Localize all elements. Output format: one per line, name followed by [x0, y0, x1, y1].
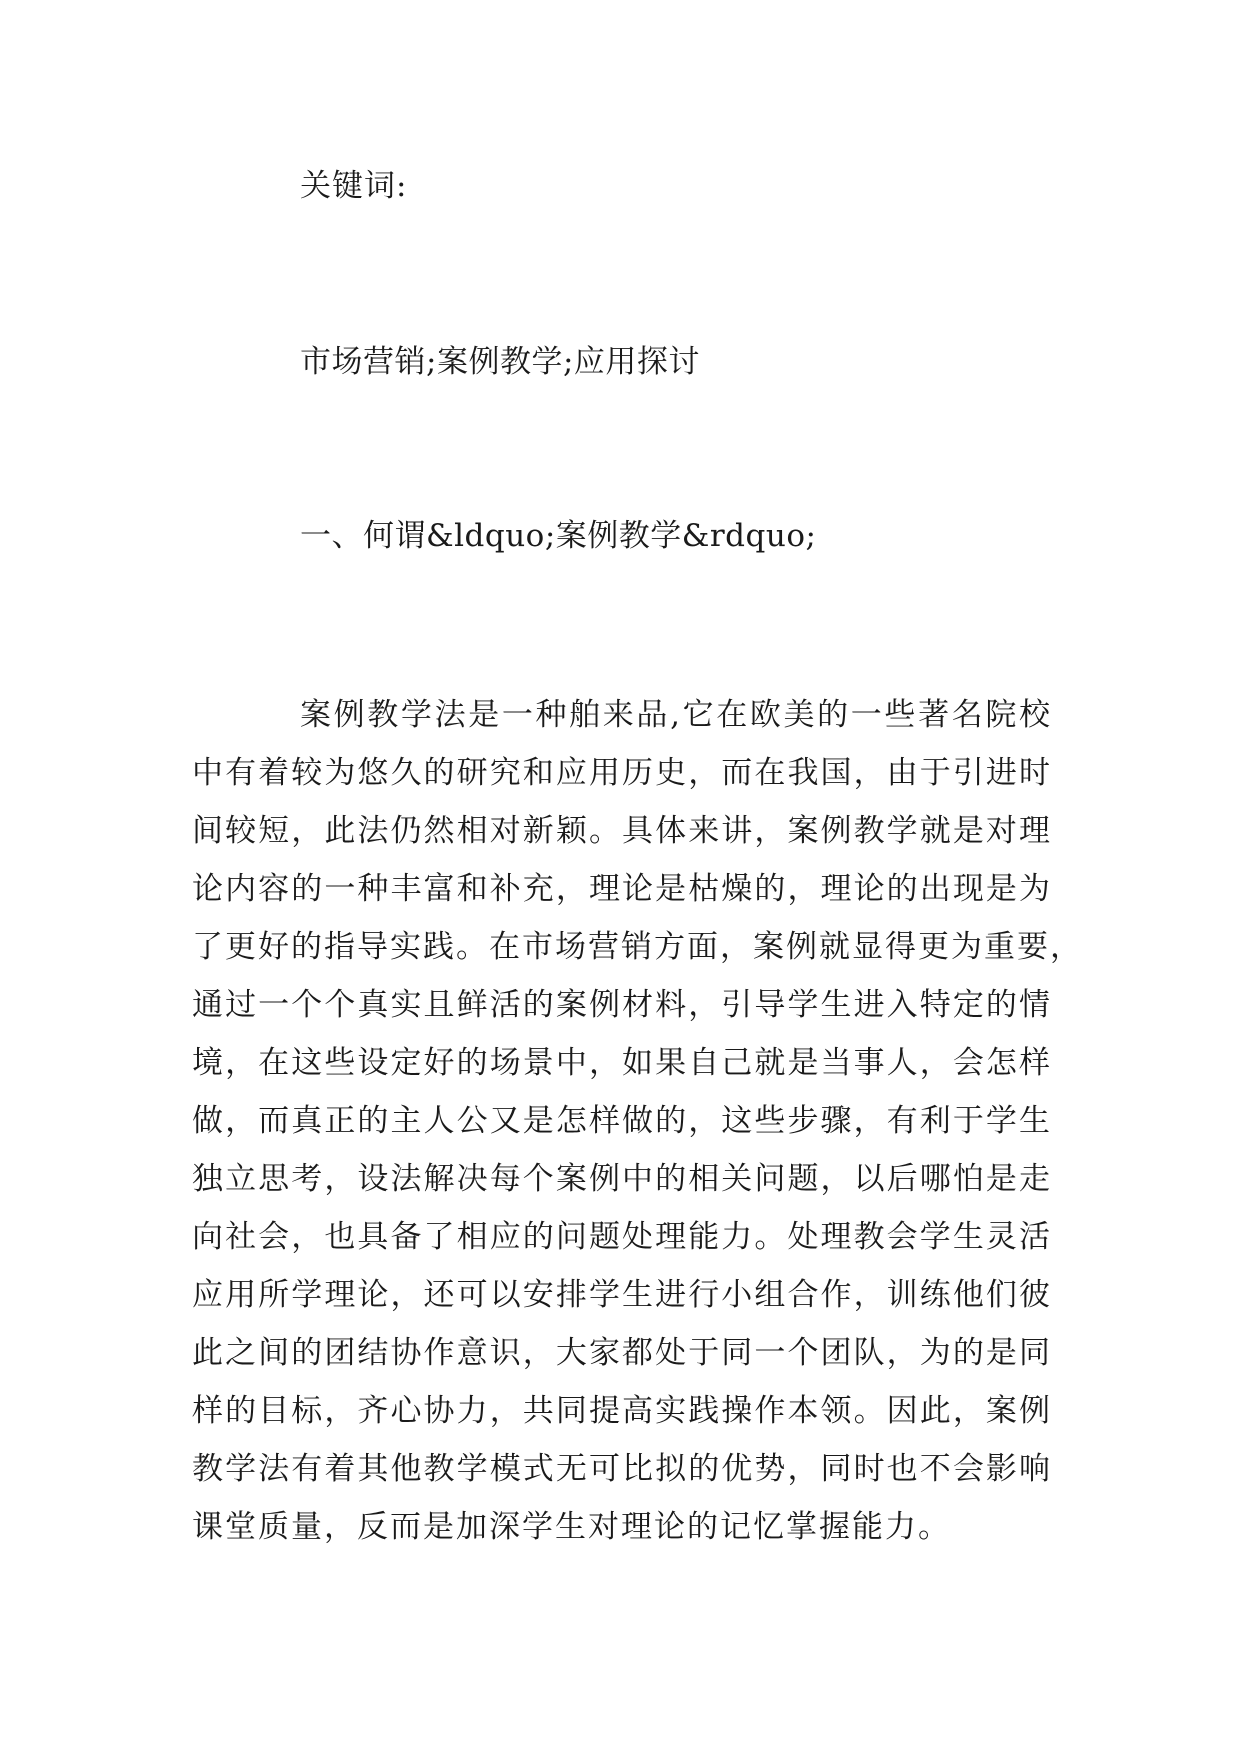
paragraph-line: 间较短，此法仍然相对新颖。具体来讲，案例教学就是对理	[192, 813, 1052, 849]
paragraph-line: 通过一个个真实且鲜活的案例材料，引导学生进入特定的情	[192, 987, 1052, 1023]
paragraph-line: 了更好的指导实践。在市场营销方面，案例就显得更为重要，	[192, 929, 1083, 965]
body-paragraph	[192, 686, 1083, 1556]
section-title: 一、何谓&ldquo;案例教学&rdquo;	[300, 518, 817, 554]
paragraph-line: 中有着较为悠久的研究和应用历史，而在我国，由于引进时	[192, 755, 1052, 791]
keywords-values: 市场营销;案例教学;应用探讨	[300, 344, 700, 380]
paragraph-line: 做，而真正的主人公又是怎样做的，这些步骤，有利于学生	[192, 1103, 1052, 1139]
paragraph-line: 课堂质量，反而是加深学生对理论的记忆掌握能力。	[192, 1509, 951, 1545]
paragraph-line: 应用所学理论，还可以安排学生进行小组合作，训练他们彼	[192, 1277, 1052, 1313]
keywords-label: 关键词:	[300, 168, 408, 204]
paragraph-line: 样的目标，齐心协力，共同提高实践操作本领。因此，案例	[192, 1393, 1052, 1429]
paragraph-line: 向社会，也具备了相应的问题处理能力。处理教会学生灵活	[192, 1219, 1052, 1255]
paragraph-line: 教学法有着其他教学模式无可比拟的优势，同时也不会影响	[192, 1451, 1052, 1487]
paragraph-line: 此之间的团结协作意识，大家都处于同一个团队，为的是同	[192, 1335, 1052, 1371]
paragraph-line: 境，在这些设定好的场景中，如果自己就是当事人，会怎样	[192, 1045, 1052, 1081]
paragraph-line: 论内容的一种丰富和补充，理论是枯燥的，理论的出现是为	[192, 871, 1052, 907]
paragraph-line: 案例教学法是一种舶来品,它在欧美的一些著名院校	[300, 697, 1052, 733]
paragraph-line: 独立思考，设法解决每个案例中的相关问题，以后哪怕是走	[192, 1161, 1052, 1197]
